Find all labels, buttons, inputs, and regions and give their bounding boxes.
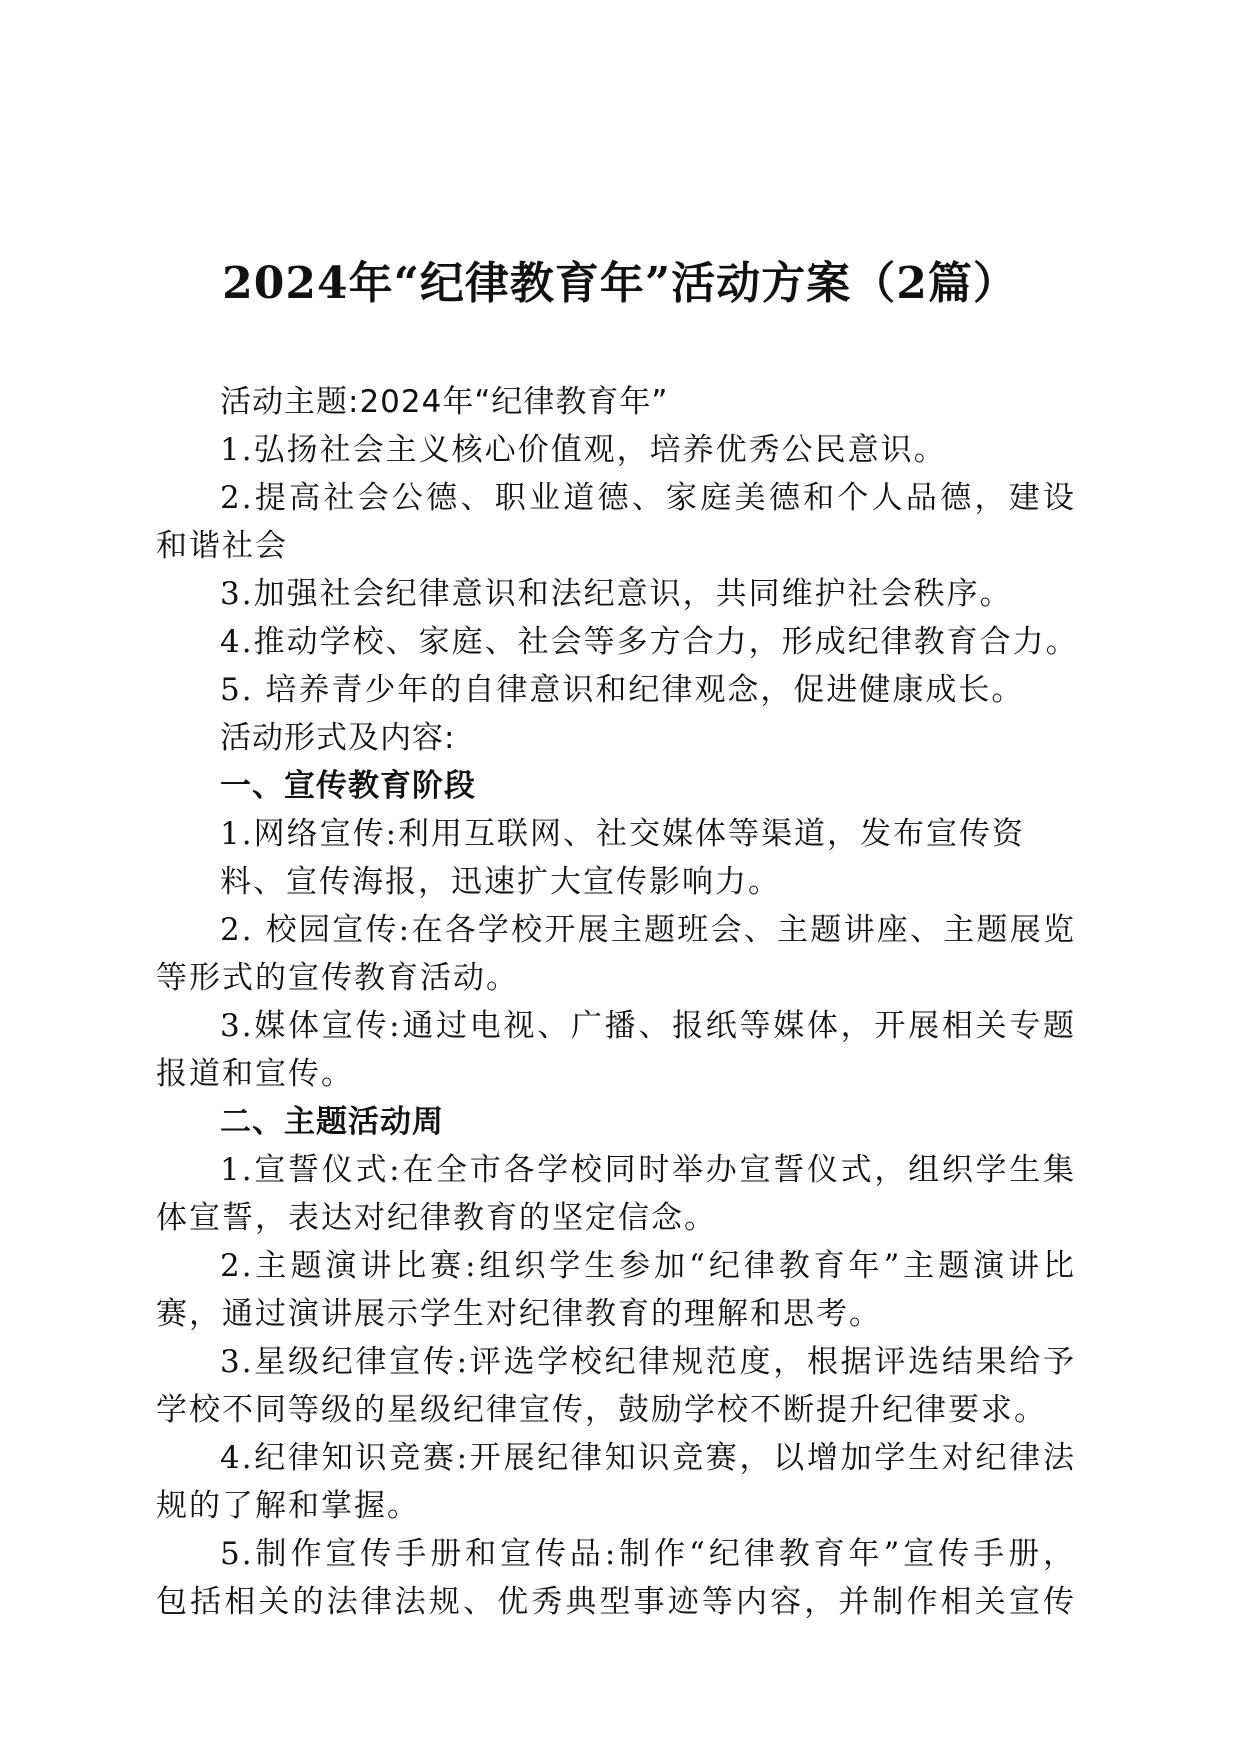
paragraph-line: 1.网络宣传:利用互联网、社交媒体等渠道，发布宣传资 xyxy=(220,816,1026,852)
paragraph-line: 1.宣誓仪式:在全市各学校同时举办宣誓仪式，组织学生集 xyxy=(220,1152,1076,1188)
section-heading: 二、主题活动周 xyxy=(220,1104,444,1140)
paragraph-line: 5.制作宣传手册和宣传品:制作“纪律教育年”宣传手册， xyxy=(220,1536,1076,1572)
paragraph-line: 等形式的宣传教育活动。 xyxy=(156,960,519,996)
section-heading: 活动形式及内容: xyxy=(220,720,456,756)
paragraph-line: 3.加强社会纪律意识和法纪意识，共同维护社会秩序。 xyxy=(220,576,1013,612)
paragraph-line: 包括相关的法律法规、优秀典型事迹等内容，并制作相关宣传 xyxy=(156,1584,1076,1620)
paragraph-line: 报道和宣传。 xyxy=(156,1056,354,1092)
paragraph-line: 2. 校园宣传:在各学校开展主题班会、主题讲座、主题展览 xyxy=(220,912,1076,948)
paragraph-line: 3.星级纪律宣传:评选学校纪律规范度，根据评选结果给予 xyxy=(220,1344,1076,1380)
paragraph-line: 赛，通过演讲展示学生对纪律教育的理解和思考。 xyxy=(156,1296,882,1332)
paragraph-line: 2.主题演讲比赛:组织学生参加“纪律教育年”主题演讲比 xyxy=(220,1248,1076,1284)
paragraph-line: 料、宣传海报，迅速扩大宣传影响力。 xyxy=(220,864,781,900)
document-title: 2024年“纪律教育年”活动方案（2篇） xyxy=(222,258,1018,309)
paragraph-line: 2.提高社会公德、职业道德、家庭美德和个人品德，建设 xyxy=(220,480,1076,516)
paragraph-line: 学校不同等级的星级纪律宣传，鼓励学校不断提升纪律要求。 xyxy=(156,1392,1047,1428)
paragraph-line: 1.弘扬社会主义核心价值观，培养优秀公民意识。 xyxy=(220,432,947,468)
paragraph-line: 体宣誓，表达对纪律教育的坚定信念。 xyxy=(156,1200,717,1236)
document-body xyxy=(156,378,1079,1626)
paragraph-line: 4.纪律知识竞赛:开展纪律知识竞赛，以增加学生对纪律法 xyxy=(220,1440,1076,1476)
paragraph-line: 4.推动学校、家庭、社会等多方合力，形成纪律教育合力。 xyxy=(220,624,1079,660)
paragraph-line: 3.媒体宣传:通过电视、广播、报纸等媒体，开展相关专题 xyxy=(220,1008,1076,1044)
section-heading: 一、宣传教育阶段 xyxy=(220,768,476,804)
paragraph-line: 规的了解和掌握。 xyxy=(156,1488,420,1524)
paragraph-line: 5. 培养青少年的自律意识和纪律观念，促进健康成长。 xyxy=(220,672,1025,708)
paragraph-line: 和谐社会 xyxy=(156,528,288,564)
activity-theme-line: 活动主题:2024年“纪律教育年” xyxy=(220,384,669,420)
